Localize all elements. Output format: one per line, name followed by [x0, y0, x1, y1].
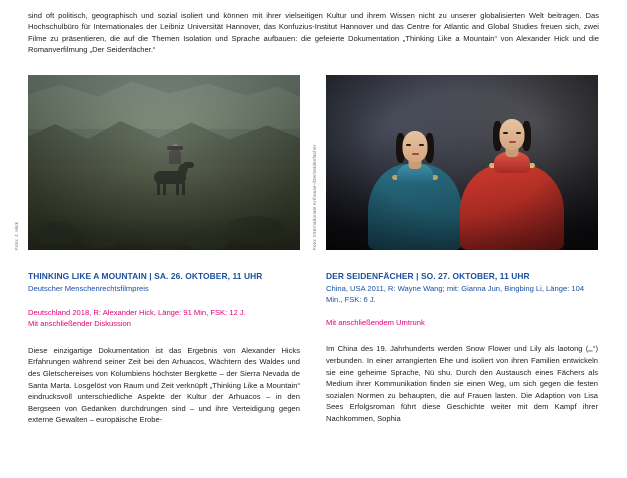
photo-credit-left: Foto: J. Hick	[14, 221, 19, 250]
film-meta-left: Deutschland 2018, R: Alexander Hick, Länge: 91 Min, FSK: 12 J.	[28, 307, 246, 317]
left-photo-wrap	[14, 75, 300, 250]
film-title-left: THINKING LIKE A MOUNTAIN | SA. 26. OKTOBER, 11 UHR	[28, 270, 263, 281]
right-photo-wrap	[312, 75, 598, 250]
two-column-layout	[14, 75, 599, 434]
film-photo-thinking-like-a-mountain	[28, 75, 300, 250]
film-entry-left	[14, 75, 300, 434]
two-women-portrait-illustration	[326, 75, 598, 250]
film-description-left: Diese einzigartige Dokumentation ist das Ergebnis von Alexander Hicks Erfahrungen während seiner Zeit bei den Arhuacos, Wächtern des Waldes und des Gletschereises von Kolumbiens höchster Bergkette – der Sierra Nevada de Santa Marta. Losgelöst von Raum und Zeit verknüpft „Thinking Like a Mountain“ eindrucksvoll unterschiedliche Aspekte der Kultur der Arhuacos – in den Bergseen von Gedanken durchdrungen sind – und ihre Verteidigung gegen externe Gewalten – europäische Erobe-	[28, 345, 300, 425]
film-credits-right: China, USA 2011, R: Wayne Wang; mit: Gianna Jun, Bingbing Li, Länge: 104 Min., FSK: 6 J.	[326, 283, 585, 304]
film-photo-der-seidenfaecher	[326, 75, 598, 250]
photo-credit-right: Foto: Internationale Arthouse-/DerSeidenfächer	[312, 144, 317, 250]
document-page	[0, 8, 627, 478]
mountain-landscape-illustration	[28, 75, 300, 250]
film-award-left: Deutscher Menschenrechtsfilmpreis	[28, 283, 149, 293]
film-extra-left: Mit anschließender Diskussion	[28, 319, 131, 329]
film-extra-right: Mit anschließendem Umtrunk	[326, 317, 425, 327]
film-description-right: Im China des 19. Jahrhunderts werden Snow Flower und Lily als laotong („,“) verbunden. In einer arrangierten Ehe und isoliert von ihren Familien entwickeln sie eine geheime Sprache, Nü shu. Durch den Austausch eines Fächers als Medium ihrer Kommunikation finden sie einen Weg, um sich gegen die festen sozialen Normen zu behaupten, die auf Frauen lasten. Die Adaption von Lisa Sees Erfolgsroman führt diese Geschichte weiter mit dem Kampf ihrer Nachkommen, Sophia	[326, 344, 598, 423]
intro-paragraph: sind oft politisch, geographisch und sozial isoliert und können mit ihrer vielseitigen Kultur und ihrem Wissen nicht zu unserer globalisierten Welt beitragen. Das Hochschulbüro für Internationales der Leibniz Universität Hannover, das Konfuzius-Institut Hannover und das Centre for Atlantic and Global Studies freuen sich, zwei Filme zu präsentieren, die auf die Themen Isolation und Sprache aufbauen: die gefeierte Dokumentation „Thinking Like a Mountain“ von Alexander Hick und die Romanverfilmung „Der Seidenfächer.“	[28, 10, 599, 55]
film-entry-right	[312, 75, 598, 434]
film-title-right: DER SEIDENFÄCHER | SO. 27. OKTOBER, 11 UHR	[326, 270, 530, 281]
